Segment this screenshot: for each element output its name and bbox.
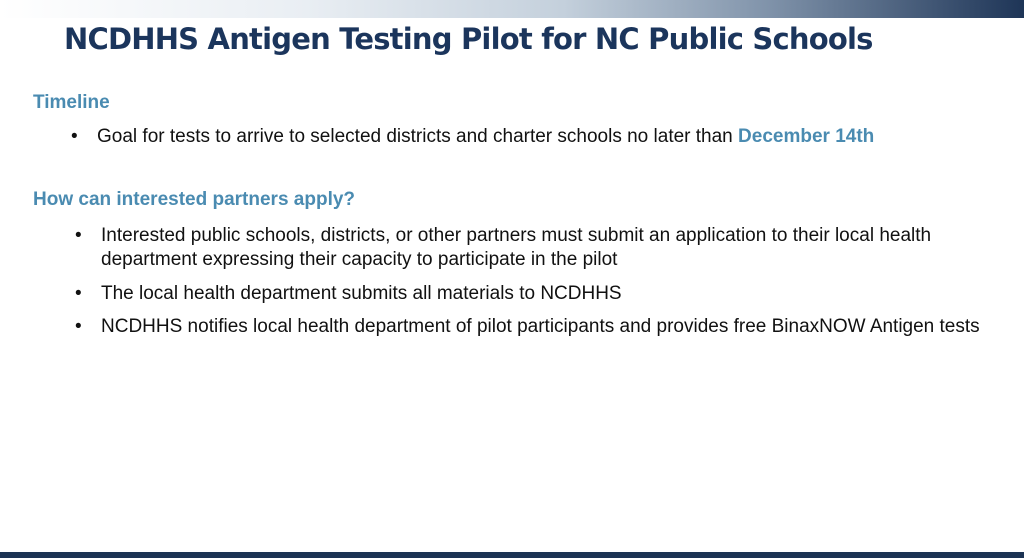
bullet-icon: • (75, 316, 82, 337)
apply-bullet-2-text: The local health department submits all materials to NCDHHS (101, 283, 622, 304)
bullet-icon: • (71, 126, 78, 147)
timeline-bullet (71, 125, 997, 149)
apply-bullet-1 (75, 224, 991, 272)
section-heading-timeline: Timeline (33, 92, 110, 113)
apply-bullet-2 (75, 282, 991, 306)
apply-bullet-1-text: Interested public schools, districts, or other partners must submit an application to their local health department expressing their capacity to participate in the pilot (101, 225, 932, 270)
bullet-icon: • (75, 283, 82, 304)
top-gradient-band (0, 0, 1024, 18)
bottom-band (0, 552, 1024, 558)
slide-title: NCDHHS Antigen Testing Pilot for NC Public Schools (64, 22, 873, 56)
bullet-icon: • (75, 225, 82, 246)
timeline-deadline-date: December 14th (738, 126, 875, 147)
apply-bullet-3 (75, 315, 991, 339)
apply-bullet-3-text: NCDHHS notifies local health department of pilot participants and provides free BinaxNOW Antigen tests (101, 316, 980, 337)
timeline-bullet-text: Goal for tests to arrive to selected districts and charter schools no later than (97, 126, 739, 147)
section-heading-apply: How can interested partners apply? (33, 189, 356, 210)
